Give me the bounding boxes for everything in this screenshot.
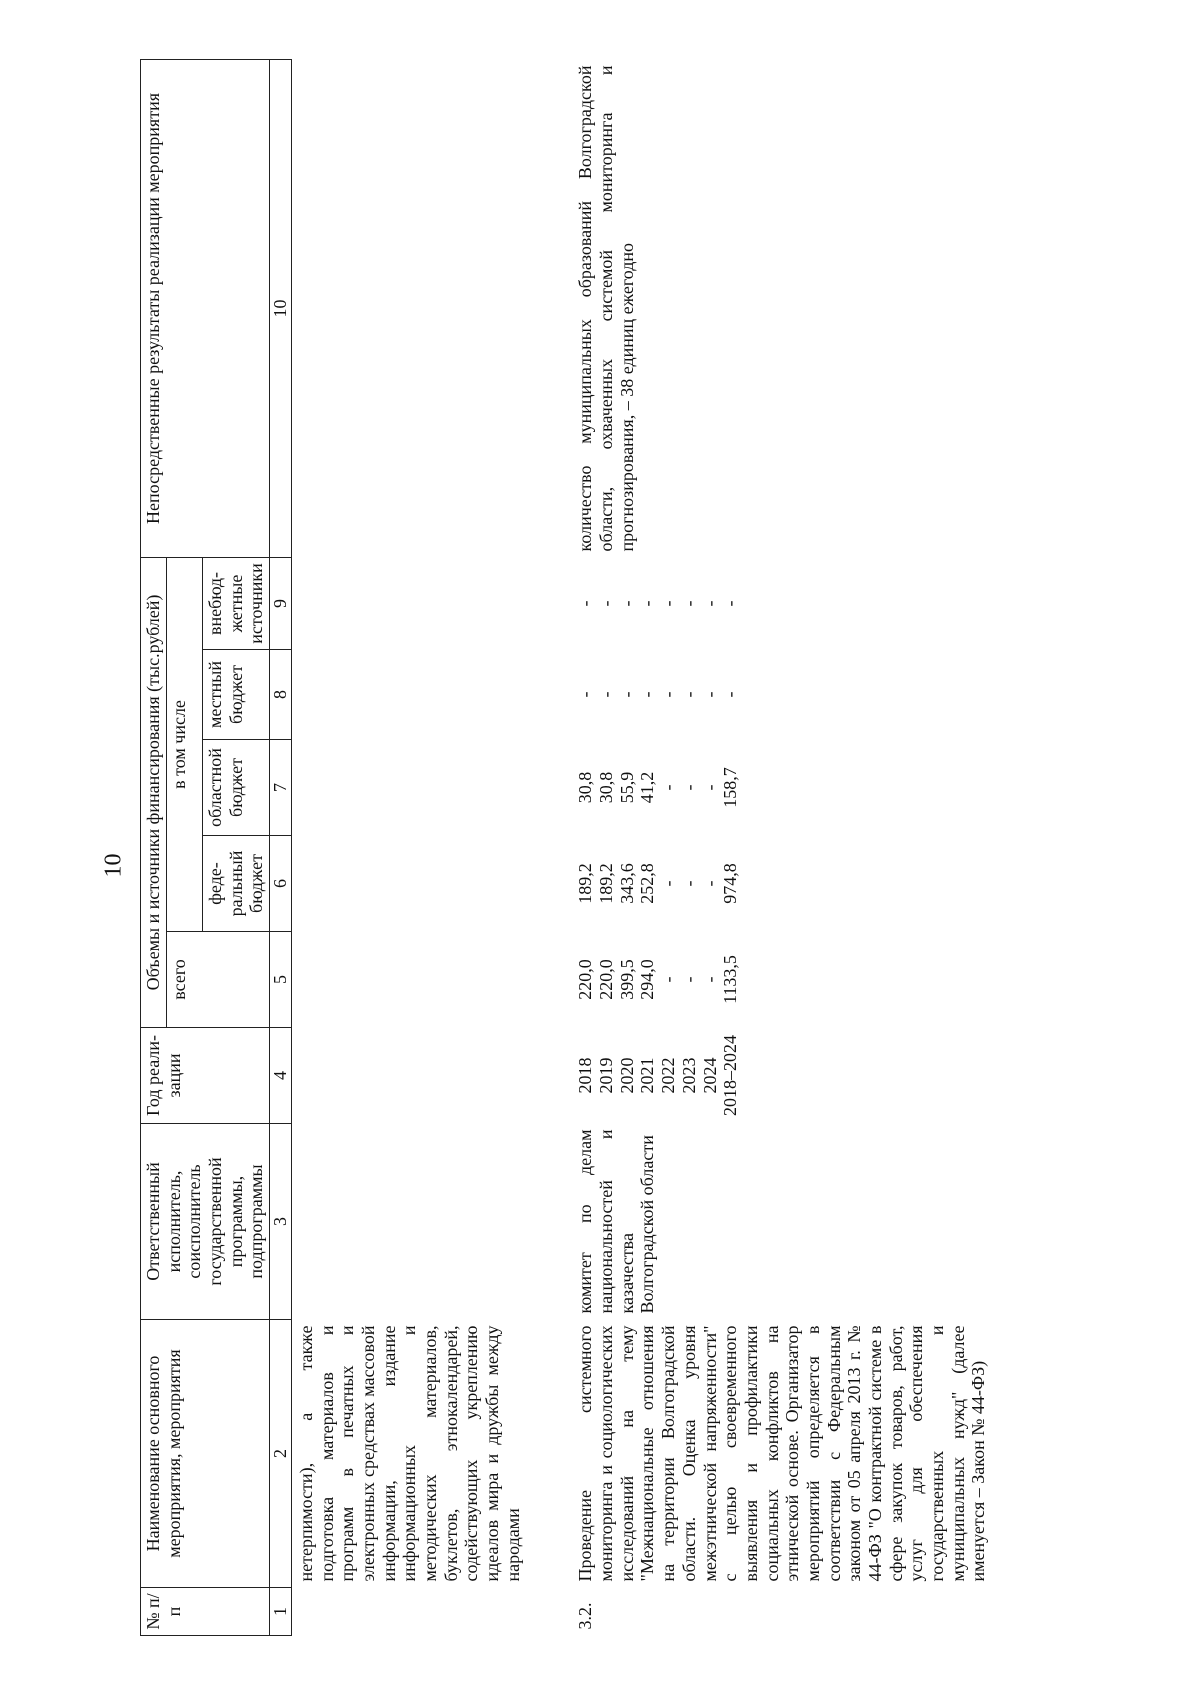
federal-column [571, 836, 993, 932]
header-executor: Ответственный исполнитель, соисполнитель государственной программы, подпрограммы [141, 1124, 270, 1320]
executor: комитет по делам национальностей и казачества Волгоградской области [575, 1129, 658, 1314]
total-value: - [678, 976, 699, 983]
local-value: - [637, 691, 658, 698]
colnum: 8 [270, 650, 292, 740]
local-value: - [616, 691, 637, 698]
regional-value: 158,7 [720, 767, 741, 808]
page-number: 10 [100, 853, 127, 878]
year-value: 2018–2024 [720, 1035, 741, 1116]
total-value: - [658, 976, 679, 983]
total-value: 1133,5 [720, 955, 741, 1004]
table-row-3-2 [571, 59, 993, 1635]
header-year: Год реали-зации [141, 1028, 270, 1124]
total-column [571, 932, 993, 1028]
row-number: 3.2. [575, 1602, 596, 1630]
federal-value: 189,2 [575, 863, 596, 904]
header-offbudget: внебюд-жетные источники [203, 557, 270, 649]
local-value: - [678, 691, 699, 698]
header-including: в том числе [166, 557, 202, 931]
colnum: 4 [270, 1028, 292, 1124]
program-activities-table [140, 59, 993, 1636]
colnum: 5 [270, 932, 292, 1028]
local-value: - [575, 691, 596, 698]
table-header [141, 59, 292, 1635]
federal-value: 252,8 [637, 863, 658, 904]
header-number: № п/п [141, 1588, 270, 1636]
header-activity-name: Наименование основного мероприятия, мероприятия [141, 1320, 270, 1588]
offbudget-value: - [678, 600, 699, 607]
federal-value: - [658, 880, 679, 887]
year-value: 2018 [575, 1057, 596, 1094]
offbudget-value: - [720, 600, 741, 607]
local-value: - [699, 691, 720, 698]
offbudget-value: - [699, 600, 720, 607]
federal-value: - [699, 880, 720, 887]
year-value: 2024 [699, 1057, 720, 1094]
column-numbers-row [270, 59, 292, 1635]
regional-value: - [658, 784, 679, 791]
year-value: 2022 [658, 1057, 679, 1094]
local-value: - [720, 691, 741, 698]
offbudget-value: - [596, 600, 617, 607]
colnum: 6 [270, 836, 292, 932]
header-funding: Объемы и источники финансирования (тыс.рублей) [141, 557, 167, 1027]
offbudget-value: - [575, 600, 596, 607]
year-column [571, 1028, 993, 1124]
regional-value: 55,9 [616, 771, 637, 804]
local-value: - [658, 691, 679, 698]
regional-column [571, 740, 993, 836]
result-text: количество муниципальных образований Волгоградской области, охваченных системой мониторинга и прогнозирования, – 38 единиц ежегодно [575, 65, 637, 552]
offbudget-column [571, 557, 993, 649]
colnum: 7 [270, 740, 292, 836]
landscape-table-page [140, 60, 989, 1636]
offbudget-value: - [616, 600, 637, 607]
continuation-row [291, 59, 527, 1635]
activity-name: Проведение системного мониторинга и социологических исследований на тему "Межнациональные отношения на территории Волгоградской области. Оценка уровня межэтнической напряженности" с целью своевременного выявления и профилактики социальных конфликтов на этнической основе. Организатор мероприятий определяется в соответствии с Федеральным законом от 05 апреля 2013 г. № 44-ФЗ "О контрактной системе в сфере закупок товаров, работ, услуг для обеспечения государственных и муниципальных нужд" (далее именуется – Закон № 44-ФЗ) [575, 1325, 989, 1582]
year-value: 2019 [596, 1057, 617, 1094]
total-value: 399,5 [616, 959, 637, 1000]
total-value: - [699, 976, 720, 983]
local-column [571, 650, 993, 740]
regional-value: 30,8 [596, 771, 617, 804]
regional-value: - [678, 784, 699, 791]
colnum: 10 [270, 59, 292, 557]
colnum: 1 [270, 1588, 292, 1636]
year-value: 2020 [616, 1057, 637, 1094]
header-total: всего [166, 932, 269, 1028]
continuation-text: нетерпимости), а также подготовка материалов и программ в печатных и электронных средствах массовой информации, издание информационных и методических материалов, буклетов, этнокалендарей, содействующих укреплению идеалов мира и дружбы между народами [295, 1325, 523, 1582]
header-local: местный бюджет [203, 650, 270, 740]
federal-value: 974,8 [720, 863, 741, 904]
total-value: 220,0 [596, 959, 617, 1000]
header-regional: областной бюджет [203, 740, 270, 836]
federal-value: 189,2 [596, 863, 617, 904]
offbudget-value: - [637, 600, 658, 607]
year-value: 2023 [678, 1057, 699, 1094]
colnum: 2 [270, 1320, 292, 1588]
header-results: Непосредственные результаты реализации мероприятия [141, 59, 270, 557]
federal-value: - [678, 880, 699, 887]
local-value: - [596, 691, 617, 698]
offbudget-value: - [658, 600, 679, 607]
total-value: 294,0 [637, 959, 658, 1000]
header-federal: феде-ральный бюджет [203, 836, 270, 932]
regional-value: 41,2 [637, 771, 658, 804]
year-value: 2021 [637, 1057, 658, 1094]
federal-value: 343,6 [616, 863, 637, 904]
colnum: 3 [270, 1124, 292, 1320]
regional-value: - [699, 784, 720, 791]
colnum: 9 [270, 557, 292, 649]
total-value: 220,0 [575, 959, 596, 1000]
regional-value: 30,8 [575, 771, 596, 804]
